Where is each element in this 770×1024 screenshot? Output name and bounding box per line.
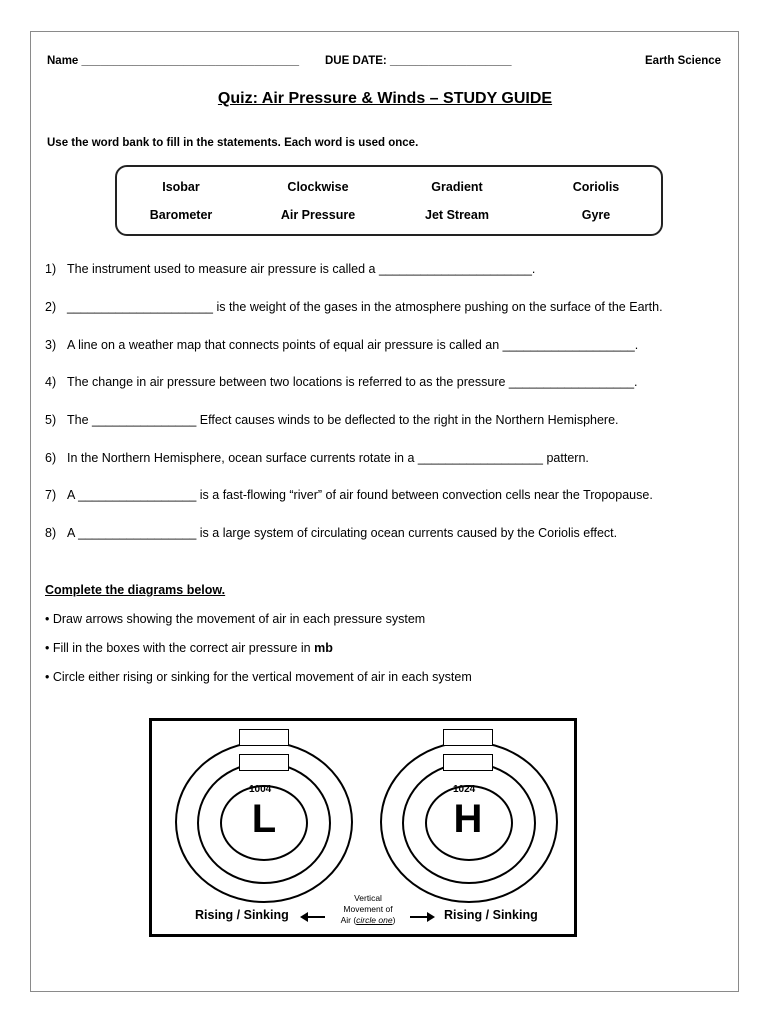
word-bank [115, 165, 663, 236]
question-number: 8) [45, 526, 57, 540]
bullet-item: • Circle either rising or sinking for the vertical movement of air in each system [45, 670, 472, 684]
question-number: 4) [45, 375, 57, 389]
word-bank-item: Coriolis [572, 180, 620, 194]
bullet-item: • Draw arrows showing the movement of air in each pressure system [45, 612, 426, 626]
bullet-item: • Fill in the boxes with the correct air pressure in mb [45, 641, 333, 655]
question-number: 1) [45, 262, 57, 276]
question-text: A _________________ is a large system of circulating ocean currents caused by the Coriolis effect. [67, 526, 618, 540]
pressure-diagram [149, 718, 577, 937]
question-text: _____________________ is the weight of the gases in the atmosphere pushing on the surface of the Earth. [67, 300, 663, 314]
low-pressure-letter: L [251, 797, 277, 841]
question-7[interactable] [45, 488, 653, 502]
high-pressure-box-outer[interactable] [443, 729, 493, 746]
rising-sinking-right[interactable]: Rising / Sinking [444, 908, 538, 922]
high-pressure-box-middle[interactable] [443, 754, 493, 771]
high-pressure-letter: H [453, 797, 483, 841]
question-number: 7) [45, 488, 57, 502]
question-1[interactable] [45, 262, 535, 276]
subject-label: Earth Science [645, 55, 722, 67]
question-text: A line on a weather map that connects points of equal air pressure is called an ___________________. [67, 338, 639, 352]
low-pressure-value: 1004 [249, 784, 272, 795]
question-number: 5) [45, 413, 57, 427]
question-8[interactable] [45, 526, 617, 540]
question-text: In the Northern Hemisphere, ocean surface currents rotate in a __________________ pattern. [67, 451, 589, 465]
word-bank-item: Barometer [149, 208, 213, 222]
instructions: Use the word bank to fill in the statements. Each word is used once. [47, 137, 419, 149]
question-6[interactable] [45, 451, 589, 465]
word-bank-item: Air Pressure [280, 208, 356, 222]
question-3[interactable] [45, 338, 638, 352]
word-bank-item: Clockwise [287, 180, 349, 194]
question-text: The change in air pressure between two locations is referred to as the pressure __________________. [67, 375, 638, 389]
page-title: Quiz: Air Pressure & Winds – STUDY GUIDE [217, 90, 553, 107]
low-pressure-box-outer[interactable] [239, 729, 289, 746]
arrow-left-icon [300, 911, 326, 923]
name-field[interactable]: Name __________________________________ [47, 55, 299, 67]
word-bank-item: Isobar [162, 180, 200, 194]
question-number: 3) [45, 338, 57, 352]
vertical-movement-label: Vertical Movement of Air (circle one) [328, 893, 408, 926]
question-text: The _______________ Effect causes winds to be deflected to the right in the Northern Hemisphere. [67, 413, 619, 427]
question-number: 2) [45, 300, 57, 314]
low-pressure-box-middle[interactable] [239, 754, 289, 771]
due-date-field[interactable]: DUE DATE: ___________________ [325, 55, 512, 67]
word-bank-item: Gradient [431, 180, 483, 194]
arrow-right-icon [409, 911, 435, 923]
question-5[interactable] [45, 413, 619, 427]
question-text: A _________________ is a fast-flowing “river” of air found between convection cells near the Tropopause. [67, 488, 653, 502]
word-bank-item: Jet Stream [425, 208, 489, 222]
question-2[interactable] [45, 300, 663, 314]
word-bank-item: Gyre [581, 208, 611, 222]
high-pressure-value: 1024 [453, 784, 476, 795]
question-number: 6) [45, 451, 57, 465]
diagram-section-heading: Complete the diagrams below. [45, 583, 226, 597]
rising-sinking-left[interactable]: Rising / Sinking [195, 908, 289, 922]
question-4[interactable] [45, 375, 638, 389]
question-text: The instrument used to measure air pressure is called a ______________________. [67, 262, 536, 276]
